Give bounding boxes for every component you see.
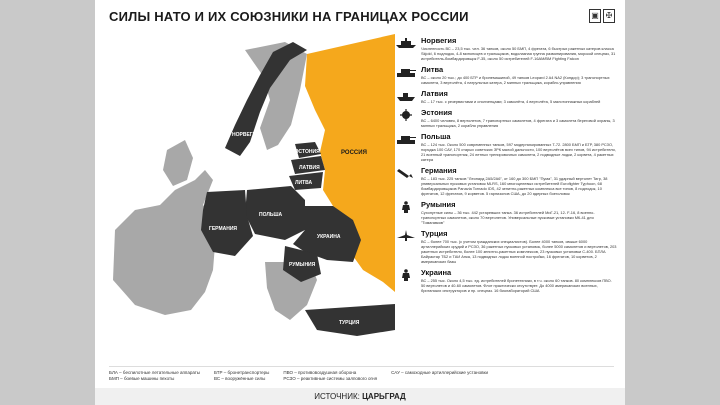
- label-germany: ГЕРМАНИЯ: [209, 226, 238, 232]
- entry-text: ВС – более 700 тыс. (с учетом гражданских специалистов). Более 4000 танков, свыше 6000 артиллерийских орудий и РСЗО, 36 ракетных пусковых установок, более 5000 самолетов и вертолетов, 203 ракетных истребителя, более 100 зенитно-ракетных комплексов, 23 пусковых установки С-400. БПЛА Байрактар ТБ2 и ТАИ Анка, 13 подводных лодок военной постройки, 16 фрегатов, 10 корветов, 2 американских базы: [421, 239, 617, 264]
- label-norway: НОРВЕГИЯ: [232, 132, 260, 138]
- label-ukraine: УКРАИНА: [317, 234, 341, 240]
- entry-title: Норвегия: [421, 36, 457, 45]
- footnote-col: [391, 370, 488, 382]
- entry-title: Германия: [421, 166, 457, 175]
- tank-icon: [395, 133, 417, 145]
- infographic-card: [95, 0, 625, 405]
- entry-romania: [395, 200, 617, 225]
- footnote-item: ВС – вооружённые силы: [214, 376, 266, 381]
- source-bar: [95, 388, 625, 405]
- entry-latvia: [395, 89, 617, 104]
- abbreviations-footnote: [109, 366, 614, 382]
- footnote-col: [214, 370, 269, 382]
- infographic-title: СИЛЫ НАТО И ИХ СОЮЗНИКИ НА ГРАНИЦАХ РОССИИ: [109, 9, 469, 24]
- soldier-icon: [395, 201, 417, 213]
- label-estonia: ЭСТОНИЯ: [295, 149, 320, 155]
- label-latvia: ЛАТВИЯ: [299, 165, 320, 171]
- entry-text: ВС – 255 тыс. Около 4,5 тыс. ед. истребителей бронетехники, в т.ч. около 60 танков. 80 комплексов ПВО. 50 вертолетов и 40-60 самолетов. Флот практически отсутствует. До 4000 американских военных, британских инструкторов и пр. спецназ. 16 биолабораторий США: [421, 278, 612, 293]
- logo-part-b: ✠: [603, 9, 615, 23]
- footnote-item: ПВО – противовоздушная оборона: [283, 370, 357, 375]
- entry-text: ВС – около 20 тыс.; до 400 БТР и бронемашиной, 49 танков Leopard 2 A4 NA2 (Кондор); 3 транспортных самолета, 3 вертолёта, 4 патрульных катера, 2 минных тральщика, корабль управления: [421, 75, 610, 85]
- label-russia: РОССИЯ: [341, 150, 367, 156]
- label-turkey: ТУРЦИЯ: [339, 320, 360, 326]
- entry-text: Численность ВС – 23,5 тыс. чел. 36 танков, около 50 БМП, 4 фрегата, 6 быстрых ракетных катеров класса Skjold, 6 подлодок, 4-8 минонсцев и тральщиков, водолазная группа разминирования, морской спецназ, 31 истребитель-бомбардировщик F-35, около 50 истребителей F-16AM/BM Fighting Falcon: [421, 46, 616, 61]
- logo-part-a: ▣: [589, 9, 601, 23]
- entry-text: ВС – 183 тыс. 225 танков "Леопард 2A5/2A6", от 160 до 300 БМП "Пума", 31 ударный вертолет Тигр, 38 универсальных пусковых установок MLRS, 160 многоцелевых истребителей Eurofighter Typhoon, 68 бомбардировщиков Panavia Tornado IDS, 42 зенитно-ракетных комплекса все типов, 8 подлодок, 10 фрегатов, 12 фрегатов, 9 корветов. 5 гарнизонов США, до 20 ядерных боеголовок: [421, 176, 608, 196]
- label-romania: РУМЫНИЯ: [289, 262, 316, 268]
- footnote-item: БТР – бронетранспортеры: [214, 370, 270, 375]
- europe-map: [95, 30, 395, 362]
- ship-icon: [395, 37, 417, 49]
- soldier-icon: [395, 269, 417, 281]
- entry-poland: [395, 132, 617, 162]
- country-forces-list: [395, 36, 617, 297]
- mine-icon: [395, 109, 417, 121]
- footnote-item: РСЗО – реактивные системы залпового огня: [283, 376, 378, 381]
- entry-title: Эстония: [421, 108, 453, 117]
- footnote-item: САУ – самоходные артиллерийские установки: [391, 370, 488, 375]
- label-poland: ПОЛЬША: [259, 212, 283, 218]
- entry-lithuania: [395, 65, 617, 85]
- entry-title: Турция: [421, 229, 448, 238]
- entry-title: Румыния: [421, 200, 456, 209]
- publisher-logo: [589, 9, 615, 23]
- entry-text: ВС – 17 тыс. с резервистами и ополченцами; 3 самолёта, 4 вертолёта, 5 малотоннажных кораблей: [421, 99, 601, 104]
- entry-turkey: [395, 229, 617, 264]
- missile-icon: [395, 167, 417, 179]
- footnote-col: [283, 370, 377, 382]
- source-name: ЦАРЬГРАД: [362, 392, 406, 401]
- entry-title: Польша: [421, 132, 451, 141]
- source-prefix: ИСТОЧНИК:: [314, 392, 360, 401]
- entry-text: Сухопутные силы – 36 тыс. 442 устаревших танка. 36 истребителей МиГ-21, 12- F-16, 8 военно-транспортных самолетов, около 70 вертолетов. Универсальные пусковые установки МК-41 для "Томагавков": [421, 210, 595, 225]
- footnote-item: БМП – боевые машины пехоты: [109, 376, 175, 381]
- entry-ukraine: [395, 268, 617, 293]
- entry-title: Латвия: [421, 89, 448, 98]
- footnote-item: БЛА – беспилотные летательные аппараты: [109, 370, 201, 375]
- entry-germany: [395, 166, 617, 196]
- entry-text: ВС – 124 тыс. Около 500 современных танков, 597 модернизированных T-72. 2800 БМП и БТР, 380 РСЗО, порядка 100 САУ, 170 старых советских ЗРК малой дальности, 100 вертолётов всех типов, 94 истребителя, 21 военный транспортник, 24 летных тренировочных самолета, 2 подводные лодки, 2 корвета, 4 ракетных катера: [421, 142, 616, 162]
- entry-norway: [395, 36, 617, 61]
- boat-icon: [395, 90, 417, 102]
- label-lithuania: ЛИТВА: [295, 180, 313, 186]
- entry-estonia: [395, 108, 617, 128]
- entry-title: Украина: [421, 268, 452, 277]
- entry-title: Литва: [421, 65, 444, 74]
- jet-icon: [395, 230, 417, 242]
- tank-icon: [395, 66, 417, 78]
- footnote-col: [109, 370, 200, 382]
- entry-text: ВС – 6400 человек, 8 вертолетов, 7 транспортных самолетов, 4 фрегата и 3 самолета береговой охраны, 3 минных тральщика, 2 корабля управления: [421, 118, 615, 128]
